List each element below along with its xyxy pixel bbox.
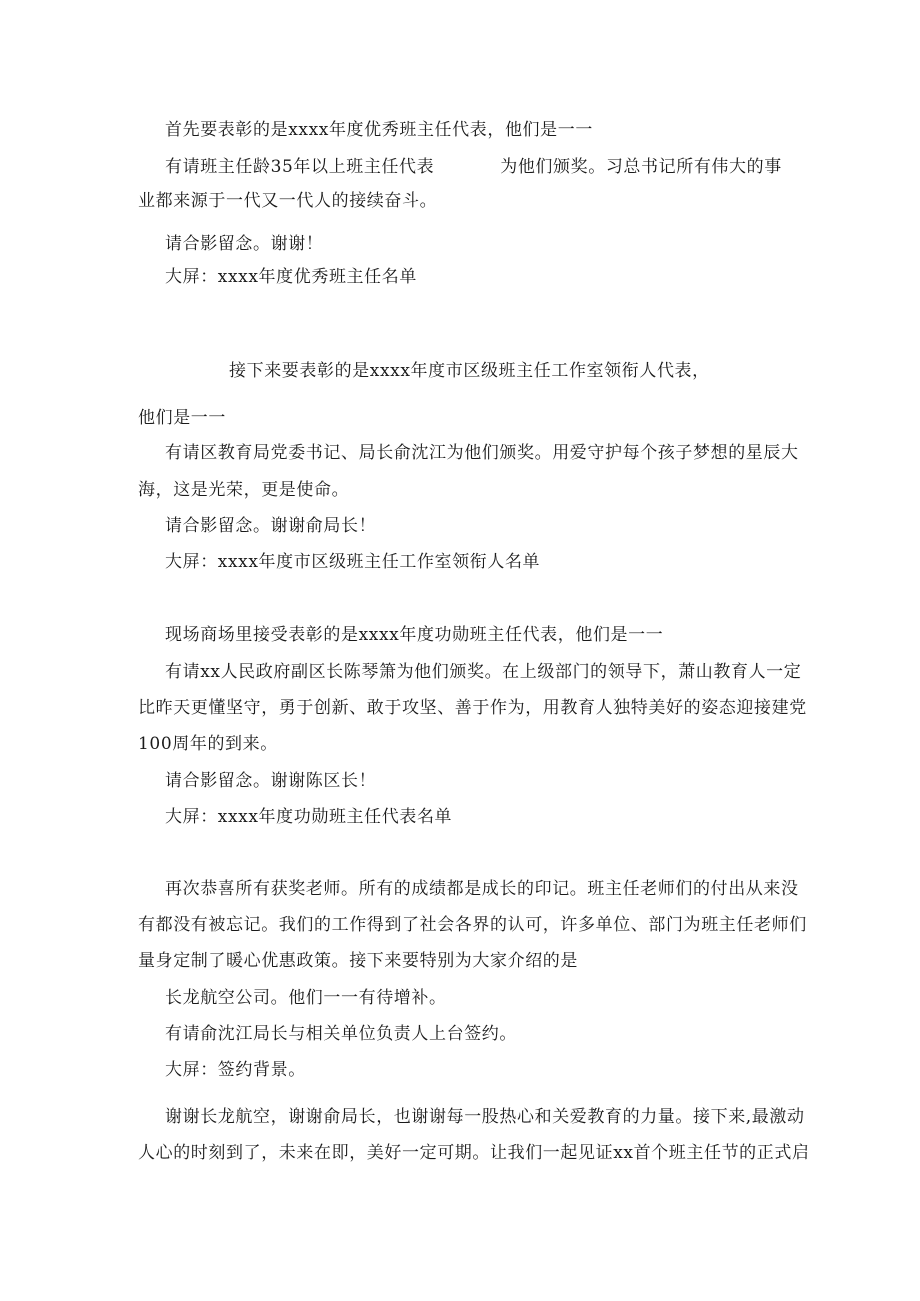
section1-screen: 大屏：xxxx年度优秀班主任名单 [165,267,417,287]
section1-invite-cont: 业都来源于一代又一代人的接续奋斗。 [138,191,438,211]
section3-invite: 有请xx人民政府副区长陈琴箫为他们颁奖。在上级部门的领导下，萧山教育人一定 [165,662,802,682]
section3-invite-cont2: 100周年的到来。 [138,734,278,754]
section2-intro: 接下来要表彰的是xxxx年度市区级班主任工作室领衔人代表， [229,361,710,381]
section2-screen: 大屏：xxxx年度市区级班主任工作室领衔人名单 [165,552,541,572]
section1-invite-part1: 有请班主任龄35年以上班主任代表 [165,157,435,177]
section4-para3: 量身定制了暖心优惠政策。接下来要特别为大家介绍的是 [138,951,578,971]
section4-para1: 再次恭喜所有获奖老师。所有的成绩都是成长的印记。班主任老师们的付出从来没 [165,879,799,899]
section4-company: 长龙航空公司。他们一一有待增补。 [165,988,447,1008]
section1-photo: 请合影留念。谢谢！ [165,234,324,254]
section4-screen: 大屏：签约背景。 [165,1060,306,1080]
section3-screen: 大屏：xxxx年度功勋班主任代表名单 [165,807,453,827]
section4-invite: 有请俞沈江局长与相关单位负责人上台签约。 [165,1024,517,1044]
section4-para2: 有都没有被忘记。我们的工作得到了社会各界的认可，许多单位、部门为班主任老师们 [138,915,807,935]
section3-intro: 现场商场里接受表彰的是xxxx年度功勋班主任代表，他们是一一 [165,625,664,645]
section2-intro-cont: 他们是一一 [138,408,226,428]
section3-invite-cont1: 比昨天更懂坚守，勇于创新、敢于攻坚、善于作为，用教育人独特美好的姿态迎接建党 [138,698,807,718]
section2-invite: 有请区教育局党委书记、局长俞沈江为他们颁奖。用爱守护每个孩子梦想的星辰大 [165,443,799,463]
section2-invite-cont: 海，这是光荣，更是使命。 [138,480,350,500]
section3-photo: 请合影留念。谢谢陈区长！ [165,771,377,791]
section1-invite-part2: 为他们颁奖。习总书记所有伟大的事 [500,157,782,177]
section1-invite [165,156,782,178]
section2-photo: 请合影留念。谢谢俞局长！ [165,516,377,536]
section5-para1: 谢谢长龙航空，谢谢俞局长，也谢谢每一股热心和关爱教育的力量。接下来,最激动 [165,1107,805,1127]
section1-intro: 首先要表彰的是xxxx年度优秀班主任代表，他们是一一 [165,120,593,140]
section5-para2: 人心的时刻到了，未来在即，美好一定可期。让我们一起见证xx首个班主任节的正式启 [138,1143,810,1163]
